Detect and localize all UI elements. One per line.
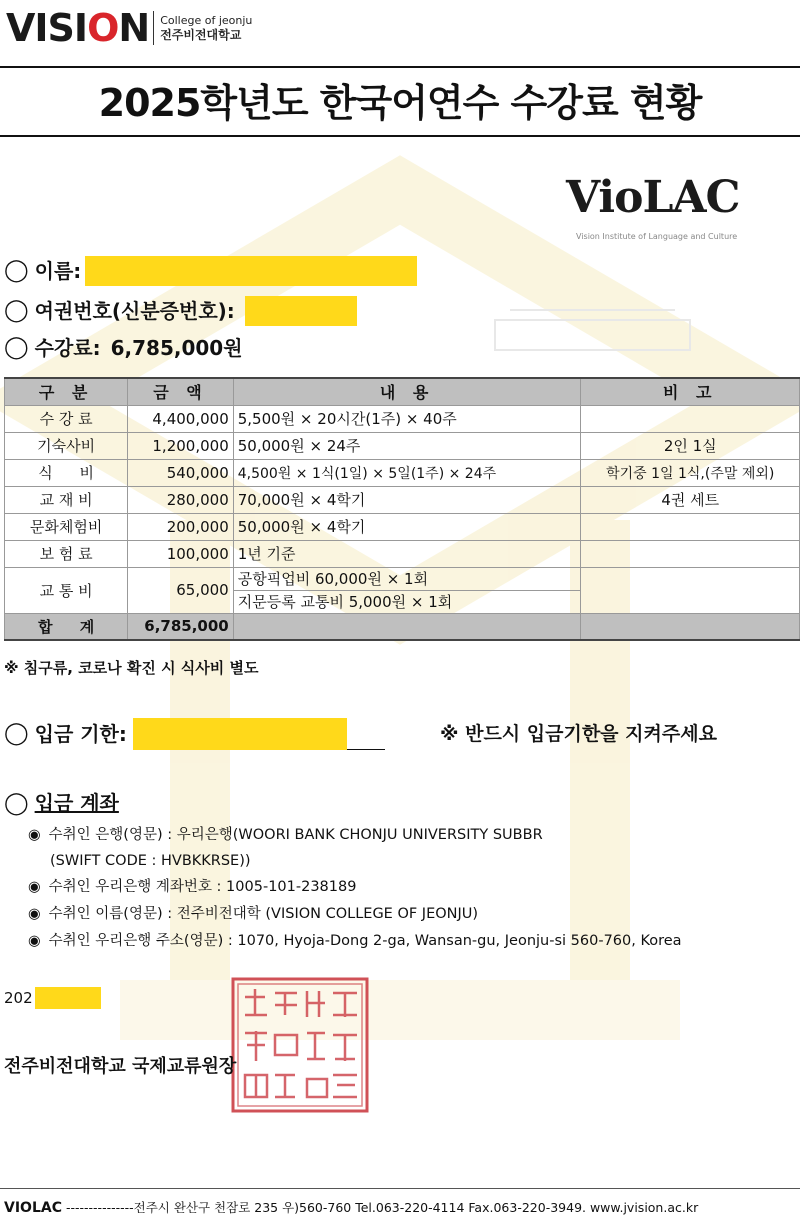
total-remark <box>581 613 800 640</box>
row-amount: 280,000 <box>128 486 233 513</box>
passport-label: 여권번호(신분증번호): <box>34 299 235 323</box>
violac-logo <box>566 168 791 241</box>
row-detail: 1년 기준 <box>233 540 581 567</box>
row-detail: 50,000원 × 24주 <box>233 432 581 459</box>
table-row-transport <box>5 567 800 590</box>
row-remark: 4권 세트 <box>581 486 800 513</box>
row-item: 교 통 비 <box>5 567 128 613</box>
deadline-line <box>4 718 385 750</box>
row-remark <box>581 567 800 613</box>
bullet-icon: ◉ <box>28 827 41 843</box>
date-prefix: 202 <box>4 989 33 1007</box>
logo-divider <box>153 11 154 45</box>
fee-value: 6,785,000원 <box>110 336 243 360</box>
row-item: 교 재 비 <box>5 486 128 513</box>
row-remark <box>581 405 800 432</box>
fee-label: 수강료: <box>34 336 101 360</box>
row-remark: 2인 1실 <box>581 432 800 459</box>
circle-icon: ◯ <box>4 335 29 360</box>
row-item: 보 험 료 <box>5 540 128 567</box>
row-amount: 4,400,000 <box>128 405 233 432</box>
logo-sub-en: College of jeonju <box>160 14 253 27</box>
page-title: 2025학년도 한국어연수 수강료 현황 <box>98 81 702 125</box>
account-line-bank: ◉ 수취인 은행(영문) : 우리은행(WOORI BANK CHONJU UNIVERSITY SUBBR <box>28 827 543 843</box>
logo-sub-ko: 전주비전대학교 <box>160 28 242 42</box>
account-line-number: ◉ 수취인 우리은행 계좌번호 : 1005-101-238189 <box>28 879 357 895</box>
row-detail: 4,500원 × 1식(1일) × 5일(1주) × 24주 <box>233 459 581 486</box>
fee-table <box>4 377 800 641</box>
total-amount: 6,785,000 <box>128 613 233 640</box>
deadline-field <box>133 718 385 750</box>
logo-subtitle <box>160 14 252 42</box>
deadline-redaction <box>133 718 347 750</box>
fee-line <box>4 333 243 363</box>
row-amount: 1,200,000 <box>128 432 233 459</box>
deadline-warning: ※ 반드시 입금기한을 지켜주세요 <box>440 723 717 745</box>
row-item: 기숙사비 <box>5 432 128 459</box>
row-amount: 100,000 <box>128 540 233 567</box>
row-amount: 200,000 <box>128 513 233 540</box>
title-rule-bottom <box>0 135 800 137</box>
row-remark <box>581 540 800 567</box>
vision-logo <box>6 8 252 48</box>
violac-wordmark: VioLAC <box>566 172 740 223</box>
signer-title: 전주비전대학교 국제교류원장 <box>4 1056 237 1077</box>
passport-redaction <box>245 296 357 326</box>
row-detail: 50,000원 × 4학기 <box>233 513 581 540</box>
table-header-row <box>5 378 800 405</box>
table-row <box>5 486 800 513</box>
deadline-label: 입금 기한: <box>34 722 127 746</box>
row-detail: 지문등록 교통비 5,000원 × 1회 <box>233 590 581 613</box>
official-seal-icon <box>229 975 371 1115</box>
header-category: 구 분 <box>5 378 128 405</box>
account-line-name: ◉ 수취인 이름(영문) : 전주비전대학 (VISION COLLEGE OF JEONJU) <box>28 906 479 922</box>
account-heading: ◯ 입금 계좌 <box>4 791 119 816</box>
row-item: 수 강 료 <box>5 405 128 432</box>
circle-icon: ◯ <box>4 791 29 816</box>
table-row <box>5 432 800 459</box>
circle-icon: ◯ <box>4 721 29 746</box>
name-label: 이름: <box>34 259 82 283</box>
logo-wordmark: VISION <box>6 6 150 50</box>
total-label: 합 계 <box>5 613 128 640</box>
table-row <box>5 459 800 486</box>
issue-date <box>4 986 101 1010</box>
table-row <box>5 540 800 567</box>
footer-brand: VIOLAC <box>4 1200 62 1216</box>
row-detail: 70,000원 × 4학기 <box>233 486 581 513</box>
passport-line <box>4 296 357 326</box>
bullet-icon: ◉ <box>28 933 41 949</box>
row-item: 문화체험비 <box>5 513 128 540</box>
row-remark <box>581 513 800 540</box>
header-remark: 비 고 <box>581 378 800 405</box>
table-row <box>5 405 800 432</box>
row-amount: 540,000 <box>128 459 233 486</box>
footer <box>4 1198 698 1218</box>
account-line-address: ◉ 수취인 우리은행 주소(영문) : 1070, Hyoja-Dong 2-ga, Wansan-gu, Jeonju-si 560-760, Korea <box>28 933 682 949</box>
row-amount: 65,000 <box>128 567 233 613</box>
table-row <box>5 513 800 540</box>
name-redaction <box>85 256 417 286</box>
total-detail <box>233 613 581 640</box>
bullet-icon: ◉ <box>28 879 41 895</box>
row-detail: 공항픽업비 60,000원 × 1회 <box>233 567 581 590</box>
row-item: 식 비 <box>5 459 128 486</box>
table-total-row <box>5 613 800 640</box>
row-remark: 학기중 1일 1식,(주말 제외) <box>581 459 800 486</box>
circle-icon: ◯ <box>4 298 29 323</box>
circle-icon: ◯ <box>4 258 29 283</box>
bullet-icon: ◉ <box>28 906 41 922</box>
date-redaction <box>35 987 101 1009</box>
header-detail: 내 용 <box>233 378 581 405</box>
header-amount: 금 액 <box>128 378 233 405</box>
account-line-swift: (SWIFT CODE : HVBKKRSE)) <box>50 853 251 869</box>
name-line <box>4 256 417 286</box>
title-rule-top <box>0 66 800 68</box>
row-detail: 5,500원 × 20시간(1주) × 40주 <box>233 405 581 432</box>
note-bedding: ※ 침구류, 코로나 확진 시 식사비 별도 <box>4 659 259 677</box>
violac-subtitle: Vision Institute of Language and Culture <box>576 232 738 241</box>
footer-contact: ---------------전주시 완산구 천잠로 235 우)560-760 Tel.063-220-4114 Fax.063-220-3949. www.jvision.ac.kr <box>65 1200 699 1215</box>
footer-rule <box>0 1188 800 1189</box>
